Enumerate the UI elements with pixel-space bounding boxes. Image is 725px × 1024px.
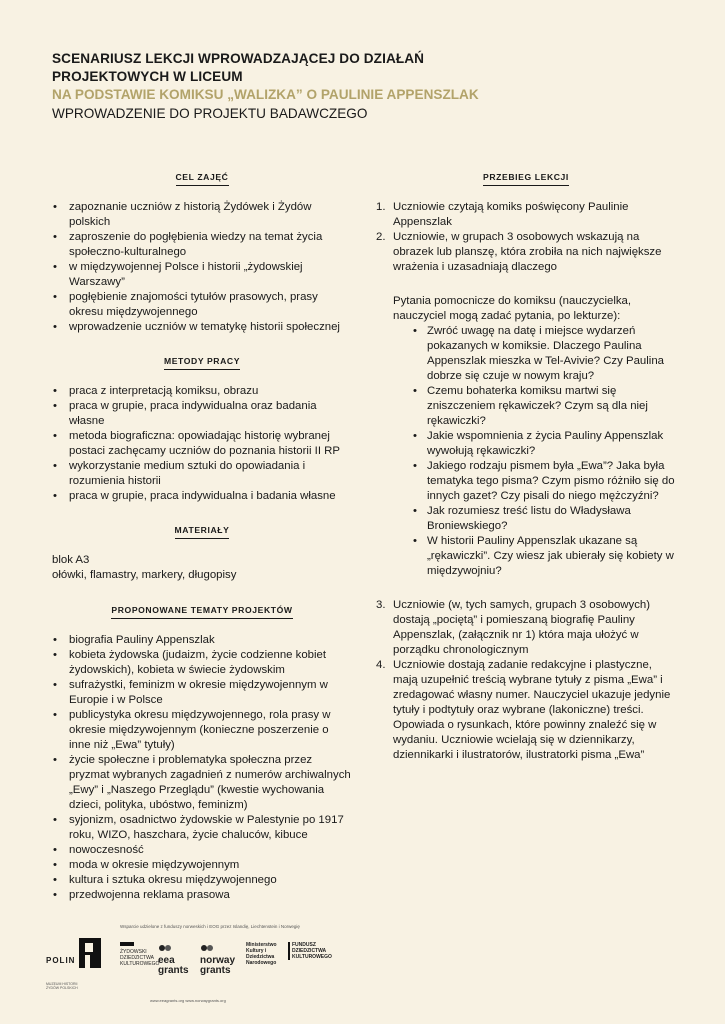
- step-item: [376, 658, 676, 763]
- step-item: [376, 230, 676, 275]
- question-item: • Zwróć uwagę na datę i miejsce wydarzeń pokazanych w komiksie. Dlaczego Paulina Appenszlak mieszka w Tel-Avivie? Czy Paulina dobrze się czuje w nowym kraju?: [413, 324, 676, 384]
- list-item: • kultura i sztuka okresu międzywojennego: [52, 873, 352, 888]
- section-heading-materialy: MATERIAŁY: [52, 523, 352, 538]
- list-item: • nowoczesność: [52, 843, 352, 858]
- questions-list: [393, 324, 676, 579]
- list-item: • wprowadzenie uczniów w tematykę historii społecznej: [52, 320, 352, 335]
- step-number: 2.: [376, 231, 386, 243]
- question-item: • Jakie wspomnienia z życia Pauliny Appenszlak wywołują rękawiczki?: [413, 429, 676, 459]
- eea-grants-logo: eea grants: [158, 942, 194, 976]
- intro-heading: WPROWADZENIE DO PROJEKTU BADAWCZEGO: [52, 106, 368, 121]
- list-item: • wykorzystanie medium sztuki do opowiadania i rozumienia historii: [52, 459, 352, 489]
- polin-logo: [46, 938, 101, 990]
- polin-subtitle: MUZEUM HISTORII ŻYDÓW POLSKICH: [46, 982, 78, 990]
- steps-list-continued: [376, 598, 676, 763]
- norway-grants-logo: norway grants: [200, 942, 242, 976]
- sponsor-footer: [0, 920, 725, 1010]
- step-item: [376, 200, 676, 230]
- heritage-fund-logo: FUNDUSZ DZIEDZICTWA KULTUROWEGO: [288, 942, 326, 960]
- question-item: • W historii Pauliny Appenszlak ukazane są „rękawiczki”. Czy wiesz jak ubierały się kobiety w międzywojniu?: [413, 534, 676, 579]
- list-item: • sufrażystki, feminizm w okresie międzywojennym w Europie i w Polsce: [52, 678, 352, 708]
- cel-list: [52, 200, 352, 335]
- list-item: • kobieta żydowska (judaizm, życie codzienne kobiet żydowskich), kobieta w świecie żydowskim: [52, 648, 352, 678]
- list-item: • publicystyka okresu międzywojennego, rola prasy w okresie międzywojennym (konieczne poszerzenie o inne niż „Ewa” tytuły): [52, 708, 352, 753]
- question-item: • Jakiego rodzaju pismem była „Ewa”? Jaka była tematyka tego pisma? Czym pismo różniło się do innych gazet? Czy pisali do niego mężczyźni?: [413, 459, 676, 504]
- list-item: • zapoznanie uczniów z historią Żydówek i Żydów polskich: [52, 200, 352, 230]
- polin-wordmark: POLIN: [46, 955, 76, 965]
- left-column: [52, 170, 352, 922]
- section-heading-metody: METODY PRACY: [52, 354, 352, 369]
- step-number: 1.: [376, 201, 386, 213]
- subtitle: NA PODSTAWIE KOMIKSU „WALIZKA” O PAULINIE APPENSZLAK: [52, 87, 479, 102]
- title-line-1: SCENARIUSZ LEKCJI WPROWADZAJĄCEJ DO DZIAŁAŃ: [52, 51, 425, 66]
- steps-list: [376, 200, 676, 275]
- list-item: • praca z interpretacją komiksu, obrazu: [52, 384, 352, 399]
- title-line-2: PROJEKTOWYCH W LICEUM: [52, 69, 243, 84]
- ministry-logo: Ministerstwo Kultury i Dziedzictwa Narodowego: [246, 942, 277, 966]
- zih-mark-icon: [120, 942, 134, 946]
- list-item: • przedwojenna reklama prasowa: [52, 888, 352, 903]
- list-item: • pogłębienie znajomości tytułów prasowych, prasy okresu międzywojennego: [52, 290, 352, 320]
- list-item: • moda w okresie międzywojennym: [52, 858, 352, 873]
- step-number: 4.: [376, 659, 386, 671]
- questions-block: [393, 294, 676, 579]
- norway-leaf-icon: [200, 942, 214, 954]
- right-column: [376, 170, 676, 763]
- questions-intro: Pytania pomocnicze do komiksu (nauczycielka, nauczyciel mogą zadać pytania, po lekturze):: [393, 295, 632, 322]
- step-text: Uczniowie dostają zadanie redakcyjne i plastyczne, mają uzupełnić treścią wybrane tytuły z pisma „Ewa” i zredagować własny numer. Nauczyciel ukazuje jedynie tytuły i podtytuły oraz wybrane (lakoniczne) treści. Opowiada o rysunkach, które powinny znaleźć się w wydaniu. Uczniowie wcielają się w dziennikarzy, dziennikarki i ilustratorów, ilustratorki pisma „Ewa”: [393, 659, 671, 761]
- eea-leaf-icon: [158, 942, 172, 954]
- materials-line-1: blok A3: [52, 554, 90, 566]
- zih-logo: ŻYDOWSKI DZIEDZICTWA KULTUROWEGO: [120, 942, 156, 967]
- materials-text: [52, 553, 352, 583]
- list-item: • praca w grupie, praca indywidualna i badania własne: [52, 489, 352, 504]
- list-item: • praca w grupie, praca indywidualna oraz badania własne: [52, 399, 352, 429]
- polin-p-icon: [79, 938, 101, 968]
- section-heading-cel: CEL ZAJĘĆ: [52, 170, 352, 185]
- step-text: Uczniowie (w, tych samych, grupach 3 osobowych) dostają „pociętą” i pomieszaną biografię Pauliny Appenszlak, (załącznik nr 1) która maja ułożyć w porządku chronologicznym: [393, 599, 651, 656]
- section-heading-tematy: PROPONOWANE TEMATY PROJEKTÓW: [52, 603, 352, 618]
- metody-list: [52, 384, 352, 504]
- footer-urls: www.eeagrants.org www.norwaygrants.org: [150, 998, 226, 1003]
- materials-line-2: ołówki, flamastry, markery, długopisy: [52, 569, 237, 581]
- list-item: • syjonizm, osadnictwo żydowskie w Palestynie po 1917 roku, WIZO, haszchara, życie chaluców, kibuce: [52, 813, 352, 843]
- step-text: Uczniowie czytają komiks poświęcony Paulinie Appenszlak: [393, 201, 629, 228]
- support-note: Wsparcie udzielone z funduszy norweskich i EOG przez Islandię, Liechtenstein i Norwegię: [120, 924, 300, 929]
- document-header: [52, 50, 692, 123]
- list-item: • metoda biograficzna: opowiadając historię wybranej postaci zachęcamy uczniów do poznania historii II RP: [52, 429, 352, 459]
- list-item: • życie społeczne i problematyka społeczna przez pryzmat wybranych zagadnień z numerów archiwalnych „Ewy” i „Naszego Przeglądu” (kwestie wychowania dzieci, polityka, ubóstwo, feminizm): [52, 753, 352, 813]
- step-number: 3.: [376, 599, 386, 611]
- list-item: • zaproszenie do pogłębienia wiedzy na temat życia społeczno-kulturalnego: [52, 230, 352, 260]
- tematy-list: [52, 633, 352, 903]
- question-item: • Jak rozumiesz treść listu do Władysława Broniewskiego?: [413, 504, 676, 534]
- question-item: • Czemu bohaterka komiksu martwi się zniszczeniem rękawiczek? Czym są dla niej rękawiczki?: [413, 384, 676, 429]
- step-item: [376, 598, 676, 658]
- section-heading-przebieg: PRZEBIEG LEKCJI: [376, 170, 676, 185]
- step-text: Uczniowie, w grupach 3 osobowych wskazują na obrazek lub planszę, która zrobiła na nich największe wrażenia i uzasadniają dlaczego: [393, 231, 662, 273]
- list-item: • w międzywojennej Polsce i historii „żydowskiej Warszawy”: [52, 260, 352, 290]
- list-item: • biografia Pauliny Appenszlak: [52, 633, 352, 648]
